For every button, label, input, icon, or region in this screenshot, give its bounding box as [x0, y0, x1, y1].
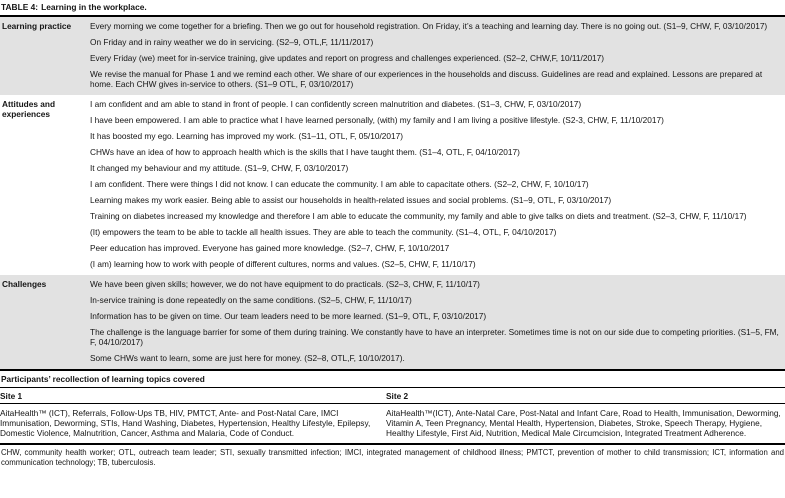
table-number: TABLE 4:	[1, 2, 39, 12]
group-label: Attitudes and experiences	[2, 99, 56, 119]
quote-text: We revise the manual for Phase 1 and we remind each other. We share of our experiences in the households and discuss. Guidelines are read and explained. Lessons are prepared at home. Each CHW gives in-service to others. (S1–9 OTL, F, 03/10/2017)	[90, 69, 763, 89]
quote-text: Learning makes my work easier. Being able to assist our households in health-related issues and social problems. (S1–9, OTL, F, 03/10/2017)	[90, 195, 612, 205]
quote-text: I have been empowered. I am able to practice what I have learned personally, (with) my family and I am living a positive lifestyle. (S2-3, CHW, F, 11/10/2017)	[90, 115, 664, 125]
table-title	[0, 0, 785, 15]
quote-list	[90, 17, 785, 95]
quote-groups	[0, 17, 785, 369]
quote-list	[90, 275, 785, 369]
section-header: Participants’ recollection of learning topics covered	[1, 374, 205, 384]
quote-group-row	[0, 95, 785, 275]
quote-text: (I am) learning how to work with people of different cultures, norms and values. (S2–5, CHW, F, 11/10/17)	[90, 259, 476, 269]
group-label: Challenges	[2, 279, 47, 289]
quote-text: It has boosted my ego. Learning has improved my work. (S1–11, OTL, F, 05/10/2017)	[90, 131, 403, 141]
quote-text: Training on diabetes increased my knowledge and therefore I am able to educate the community, my family and able to give talks on diets and treatment. (S2–3, CHW, F, 11/10/17)	[90, 211, 747, 221]
quote-text: Every morning we come together for a briefing. Then we go out for household registration. On Friday, it’s a teaching and learning day. There is no going out. (S1–9, CHW, F, 03/10/2017)	[90, 21, 768, 31]
table-caption: Learning in the workplace.	[41, 2, 147, 12]
quote-text: Information has to be given on time. Our team leaders need to be more learned. (S1–9, OTL, F, 03/10/2017)	[90, 311, 487, 321]
quote-text: We have been given skills; however, we do not have equipment to do practicals. (S2–3, CHW, F, 11/10/17)	[90, 279, 480, 289]
quote-text: Every Friday (we) meet for in-service training, give updates and report on progress and challenges experienced. (S2–2, CHW,F, 10/11/2017)	[90, 53, 605, 63]
quote-text: On Friday and in rainy weather we do in servicing. (S2–9, OTL,F, 11/11/2017)	[90, 37, 374, 47]
quote-group-row	[0, 17, 785, 95]
quote-list	[90, 95, 785, 275]
group-label: Learning practice	[2, 21, 72, 31]
quote-text: (It) empowers the team to be able to tackle all health issues. They are able to teach the community. (S1–4, OTL, F, 04/10/2017)	[90, 227, 557, 237]
quote-group-row	[0, 275, 785, 369]
site1-topics: AitaHealth™ (ICT), Referrals, Follow-Ups TB, HIV, PMTCT, Ante- and Post-Natal Care, IMCI Immunisation, Deworming, STIs, Hand Washing, Diabetes, Hypertension, Healthy Lifestyle, Epilepsy, Domestic Violence, Malnutrition, Cancer, Asthma and Malaria, Code of Conduct.	[0, 408, 371, 438]
quote-text: It changed my behaviour and my attitude. (S1–9, CHW, F, 03/10/2017)	[90, 163, 349, 173]
quote-text: I am confident and am able to stand in front of people. I can confidently screen malnutrition and diabetes. (S1–3, CHW, F, 03/10/2017)	[90, 99, 582, 109]
site2-topics: AitaHealth™(ICT), Ante-Natal Care, Post-Natal and Infant Care, Road to Health, Immunisation, Deworming, Vitamin A, Teen Pregnancy, Mental Health, Hypertension, Diabetes, Stroke, Speech Therapy, Hygiene, Healthy Lifestyle, First Aid, Nutrition, Medical Male Circumcision, Integrated Treatment Adherence.	[386, 408, 781, 438]
site2-header: Site 2	[386, 390, 409, 401]
quote-text: Some CHWs want to learn, some are just here for money. (S2–8, OTL,F, 10/10/2017).	[90, 353, 405, 363]
quote-text: In-service training is done repeatedly on the same conditions. (S2–5, CHW, F, 11/10/17)	[90, 295, 412, 305]
quote-text: CHWs have an idea of how to approach health which is the skills that I have taught them. (S1–4, OTL, F, 04/10/2017)	[90, 147, 520, 157]
abbreviations-footnote: CHW, community health worker; OTL, outreach team leader; STI, sexually transmitted infection; IMCI, integrated management of childhood illness; PMTCT, prevention of mother to child transmission; ICT, information and communication technology; TB, tuberculosis.	[1, 448, 784, 467]
quote-text: I am confident. There were things I did not know. I can educate the community. I am able to capacitate others. (S2–2, CHW, F, 10/10/17)	[90, 179, 589, 189]
site1-header: Site 1	[0, 390, 23, 401]
site-header-row	[0, 388, 785, 403]
quote-text: The challenge is the language barrier for some of them during training. We constantly have to have an interpreter. Sometimes time is not on our side due to competing priorities. (S1–5, FM, F, 04/10/2017)	[90, 327, 779, 347]
site-content-row	[0, 404, 785, 443]
quote-text: Peer education has improved. Everyone has gained more knowledge. (S2–7, CHW, F, 10/10/2017	[90, 243, 450, 253]
